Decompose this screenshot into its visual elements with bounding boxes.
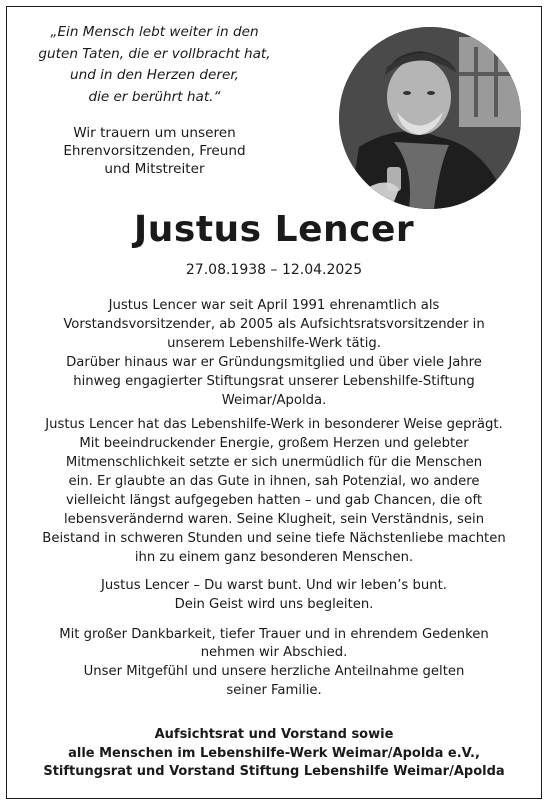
text-line: Unser Mitgefühl und unsere herzliche Anteilnahme gelten bbox=[83, 664, 465, 680]
text-line: unserem Lebenshilfe-Werk tätig. bbox=[167, 335, 381, 351]
paragraph-farewell bbox=[18, 577, 530, 615]
signature-line: alle Menschen im Lebenshilfe-Werk Weimar/Apolda e.V., bbox=[68, 745, 480, 761]
text-line: ein. Er glaubte an das Gute in ihnen, sah Potenzial, wo andere bbox=[68, 474, 480, 490]
text-line: nehmen wir Abschied. bbox=[200, 645, 348, 661]
mourning-line: Ehrenvorsitzenden, Freund bbox=[63, 143, 246, 160]
portrait-illustration bbox=[339, 27, 521, 209]
text-line: vielleicht längst aufgegeben hatten – und gab Chancen, die oft bbox=[65, 493, 483, 509]
text-line: lebensverändernd waren. Seine Klugheit, sein Verständnis, sein bbox=[63, 511, 485, 527]
portrait-photo bbox=[339, 27, 521, 209]
text-line: seiner Familie. bbox=[226, 683, 322, 699]
mourning-statement bbox=[22, 124, 287, 178]
life-dates: 27.08.1938 – 12.04.2025 bbox=[185, 262, 363, 278]
obituary-body bbox=[18, 297, 530, 701]
quote-line: und in den Herzen derer, bbox=[69, 67, 240, 84]
text-line: Mit großer Dankbarkeit, tiefer Trauer und in ehrendem Gedenken bbox=[59, 626, 489, 642]
text-line: Mit beeindruckender Energie, großem Herzen und gelebter bbox=[79, 436, 469, 452]
quote-line: die er berührt hat.“ bbox=[88, 88, 221, 105]
text-line: Beistand in schweren Stunden und seine tiefe Nächstenliebe machten bbox=[42, 530, 506, 546]
text-line: Vorstandsvorsitzender, ab 2005 als Aufsichtsratsvorsitzender in bbox=[63, 316, 485, 332]
signature-line: Stiftungsrat und Vorstand Stiftung Lebenshilfe Weimar/Apolda bbox=[43, 764, 505, 779]
signature-line: Aufsichtsrat und Vorstand sowie bbox=[154, 727, 394, 742]
signature-block bbox=[0, 726, 548, 782]
memorial-quote bbox=[22, 22, 287, 108]
text-line: ihn zu einem ganz besonderen Menschen. bbox=[134, 549, 414, 565]
text-line: Justus Lencer war seit April 1991 ehrenamtlich als bbox=[108, 298, 440, 313]
text-line: Weimar/Apolda. bbox=[221, 392, 327, 408]
mourning-line: und Mitstreiter bbox=[104, 161, 205, 178]
text-line: Justus Lencer hat das Lebenshilfe-Werk in besonderer Weise geprägt. bbox=[45, 417, 503, 433]
text-line: Dein Geist wird uns begleiten. bbox=[174, 596, 374, 612]
paragraph-tribute bbox=[18, 416, 530, 567]
text-line: Darüber hinaus war er Gründungsmitglied und über viele Jahre bbox=[66, 354, 482, 370]
quote-block bbox=[22, 22, 287, 178]
text-line: Mitmenschlichkeit setzte er sich unermüdlich für die Menschen bbox=[65, 455, 483, 471]
paragraph-biography bbox=[18, 297, 530, 410]
quote-line: guten Taten, die er vollbracht hat, bbox=[38, 45, 271, 62]
deceased-name: Justus Lencer bbox=[133, 209, 415, 250]
text-line: hinweg engagierter Stiftungsrat unserer Lebenshilfe-Stiftung bbox=[73, 373, 475, 389]
text-line: Justus Lencer – Du warst bunt. Und wir leben’s bunt. bbox=[101, 577, 447, 593]
mourning-line: Wir trauern um unseren bbox=[73, 125, 236, 142]
quote-line: „Ein Mensch lebt weiter in den bbox=[50, 24, 259, 40]
paragraph-condolence bbox=[18, 626, 530, 702]
